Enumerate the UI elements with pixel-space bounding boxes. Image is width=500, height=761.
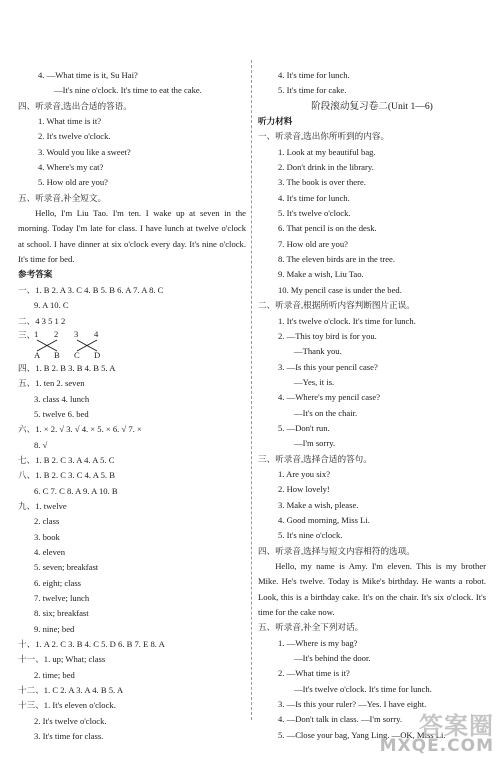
answer-line: 七、1. B 2. C 3. A 4. A 5. C: [18, 454, 115, 465]
listening-line: 4. Good morning, Miss Li.: [278, 514, 370, 525]
answer-line: 2. It's twelve o'clock.: [34, 715, 107, 726]
match-letter: A: [34, 349, 41, 360]
match-lines: [18, 329, 118, 361]
answer-line: 八、1. B 2. C 3. C 4. A 5. B: [18, 470, 115, 481]
listening-line: 2. Don't drink in the library.: [278, 162, 374, 173]
column-divider: [251, 60, 252, 720]
watermark-main: 答案圈: [419, 712, 494, 740]
watermark-logo: [380, 714, 494, 755]
match-letter: C: [74, 349, 80, 360]
right-column: [258, 68, 486, 743]
dialogue-line: 5. —Close your bag, Yang Ling. —OK, Miss Li.: [278, 729, 446, 740]
listening-line: 3. Make a wish, please.: [278, 499, 359, 510]
listening-material: [258, 114, 486, 559]
match-letter: B: [54, 349, 60, 360]
answer-line: 6. eight; class: [34, 577, 82, 588]
answer-line: 2. time; bed: [34, 669, 75, 680]
answer-line: 十一、1. up; What; class: [18, 654, 106, 665]
listening-line: —It's on the chair.: [294, 407, 358, 418]
answer-line: 9. A 10. C: [34, 300, 69, 311]
watermark-url: MXQE.COM: [379, 736, 494, 756]
match-number: 4: [94, 328, 99, 339]
answer-line: 十二、1. C 2. A 3. A 4. B 5. A: [18, 685, 124, 696]
match-letter: D: [94, 349, 101, 360]
left-column: [18, 68, 246, 744]
listening-line: 二、听录音,根据所听内容判断图片正误。: [258, 300, 415, 311]
question-line: 4. Where's my cat?: [38, 162, 104, 173]
listening-line: 3. —Is this your pencil case?: [278, 361, 378, 372]
listening-line: 10. My pencil case is under the bed.: [278, 284, 402, 295]
answer-line: 六、1. × 2. √ 3. √ 4. × 5. × 6. √ 7. ×: [18, 424, 142, 435]
listening-line: 1. Are you six?: [278, 468, 331, 479]
dialogue-line: —It's twelve o'clock. It's time for lunch.: [294, 683, 432, 694]
matching-answer: [18, 329, 246, 361]
match-number: 2: [54, 328, 59, 339]
right-passage: Hello, my name is Amy. I'm eleven. This is my brother Mike. He's twelve. Today is Mike's birthday. He wants a robot. Look, this is a birthday cake. It's on the chair. It's six o'clock. It's time for the cake now.: [258, 561, 486, 618]
answer-line: 6. C 7. C 8. A 9. A 10. B: [34, 485, 118, 496]
answer-line: 9. nine; bed: [34, 623, 75, 634]
match-number: 1: [34, 328, 39, 339]
listening-line: 4. It's time for lunch.: [278, 192, 350, 203]
answer-line: 2. class: [34, 516, 60, 527]
right-top-lines: [258, 68, 486, 99]
answer-line: 4. eleven: [34, 546, 66, 557]
left-question-lines: [18, 68, 246, 206]
match-number: 3: [74, 328, 79, 339]
answer-line: 十、1. A 2. C 3. B 4. C 5. D 6. B 7. E 8. A: [18, 639, 165, 650]
answers-heading: 参考答案: [18, 269, 53, 280]
answer-line: 5. seven; breakfast: [34, 562, 99, 573]
answer-line: 十三、1. It's eleven o'clock.: [18, 700, 116, 711]
listening-line: 7. How old are you?: [278, 238, 348, 249]
listening-line: —Thank you.: [294, 346, 342, 357]
listening-line: 5. It's nine o'clock.: [278, 530, 343, 541]
dialogue-line: 3. —Is this your ruler? —Yes. I have eight.: [278, 699, 427, 710]
listening-line: 5. —Don't run.: [278, 422, 330, 433]
dialogue-line: 2. —What time is it?: [278, 668, 350, 679]
listening-line: 一、听录音,选出你所听到的内容。: [258, 131, 390, 142]
listening-line: 3. The book is over there.: [278, 177, 366, 188]
answer-line: 4. It's time for lunch.: [278, 70, 350, 80]
dialogue-line: —It's behind the door.: [294, 653, 371, 664]
answer-line: 3. class 4. lunch: [34, 393, 90, 404]
listening-line: 2. How lovely!: [278, 484, 330, 495]
answer-line: 7. twelve; lunch: [34, 593, 90, 603]
question-line: 1. What time is it?: [38, 116, 102, 127]
question-line: 4. —What time is it, Su Hai?: [38, 70, 138, 80]
listening-line: 1. It's twelve o'clock. It's time for lunch.: [278, 315, 416, 326]
answer-line: 四、1. B 2. B 3. B 4. B 5. A: [18, 362, 116, 373]
listening-line: 4. —Where's my pencil case?: [278, 392, 381, 403]
question-line: 五、听录音,补全短文。: [18, 192, 107, 203]
question-line: 2. It's twelve o'clock.: [38, 131, 111, 142]
listening-line: 2. —This toy bird is for you.: [278, 330, 377, 341]
listening-line: —I'm sorry.: [294, 438, 336, 449]
dialogue-line: 4. —Don't talk in class. —I'm sorry.: [278, 714, 403, 725]
answer-line: 5. twelve 6. bed: [34, 408, 89, 419]
answer-line: 一、1. B 2. A 3. C 4. B 5. B 6. A 7. A 8. C: [18, 284, 164, 295]
answers-after-match: [18, 361, 246, 745]
listening-line: 5. It's twelve o'clock.: [278, 208, 351, 219]
dialogue-line: 1. —Where is my bag?: [278, 637, 358, 648]
match-prefix: 三、: [18, 329, 36, 340]
answers-before-match: [18, 283, 246, 329]
answer-line: 5. It's time for cake.: [278, 85, 347, 96]
question-line: —It's nine o'clock. It's time to eat the cake.: [54, 85, 202, 96]
question-line: 3. Would you like a sweet?: [38, 146, 131, 157]
answer-line: 3. book: [34, 531, 60, 542]
listening-line: 1. Look at my beautiful bag.: [278, 146, 376, 157]
listening-line: 三、听录音,选择合适的答句。: [258, 453, 372, 464]
listening-line: 听力材料: [258, 116, 293, 127]
answer-line: 五、1. ten 2. seven: [18, 378, 85, 389]
answer-line: 8. six; breakfast: [34, 608, 89, 619]
listening-line: —Yes, it is.: [294, 376, 335, 387]
answer-line: 二、4 3 5 1 2: [18, 315, 66, 326]
listening-line: 6. That pencil is on the desk.: [278, 223, 377, 234]
answer-line: 8. √: [34, 439, 48, 450]
listening-line: 9. Make a wish, Liu Tao.: [278, 269, 364, 280]
question-line: 5. How old are you?: [38, 177, 108, 188]
answer-line: 九、1. twelve: [18, 500, 67, 511]
listening-line: 四、听录音,选择与短文内容相符的选项。: [258, 545, 415, 556]
question-line: 四、听录音,选出合适的答语。: [18, 100, 132, 111]
left-passage: Hello, I'm Liu Tao. I'm ten. I wake up at seven in the morning. Today I'm late for class. I have lunch at twelve o'clock at school. I have dinner at six o'clock every day. It's nine o'clock. It's time for bed.: [18, 208, 246, 265]
listening-line: 8. The eleven birds are in the tree.: [278, 254, 396, 265]
answer-line: 3. It's time for class.: [34, 731, 104, 742]
dialogue-line: 五、听录音,补全下列对话。: [258, 622, 364, 633]
section-title: 阶段滚动复习卷二(Unit 1—6): [311, 100, 433, 112]
